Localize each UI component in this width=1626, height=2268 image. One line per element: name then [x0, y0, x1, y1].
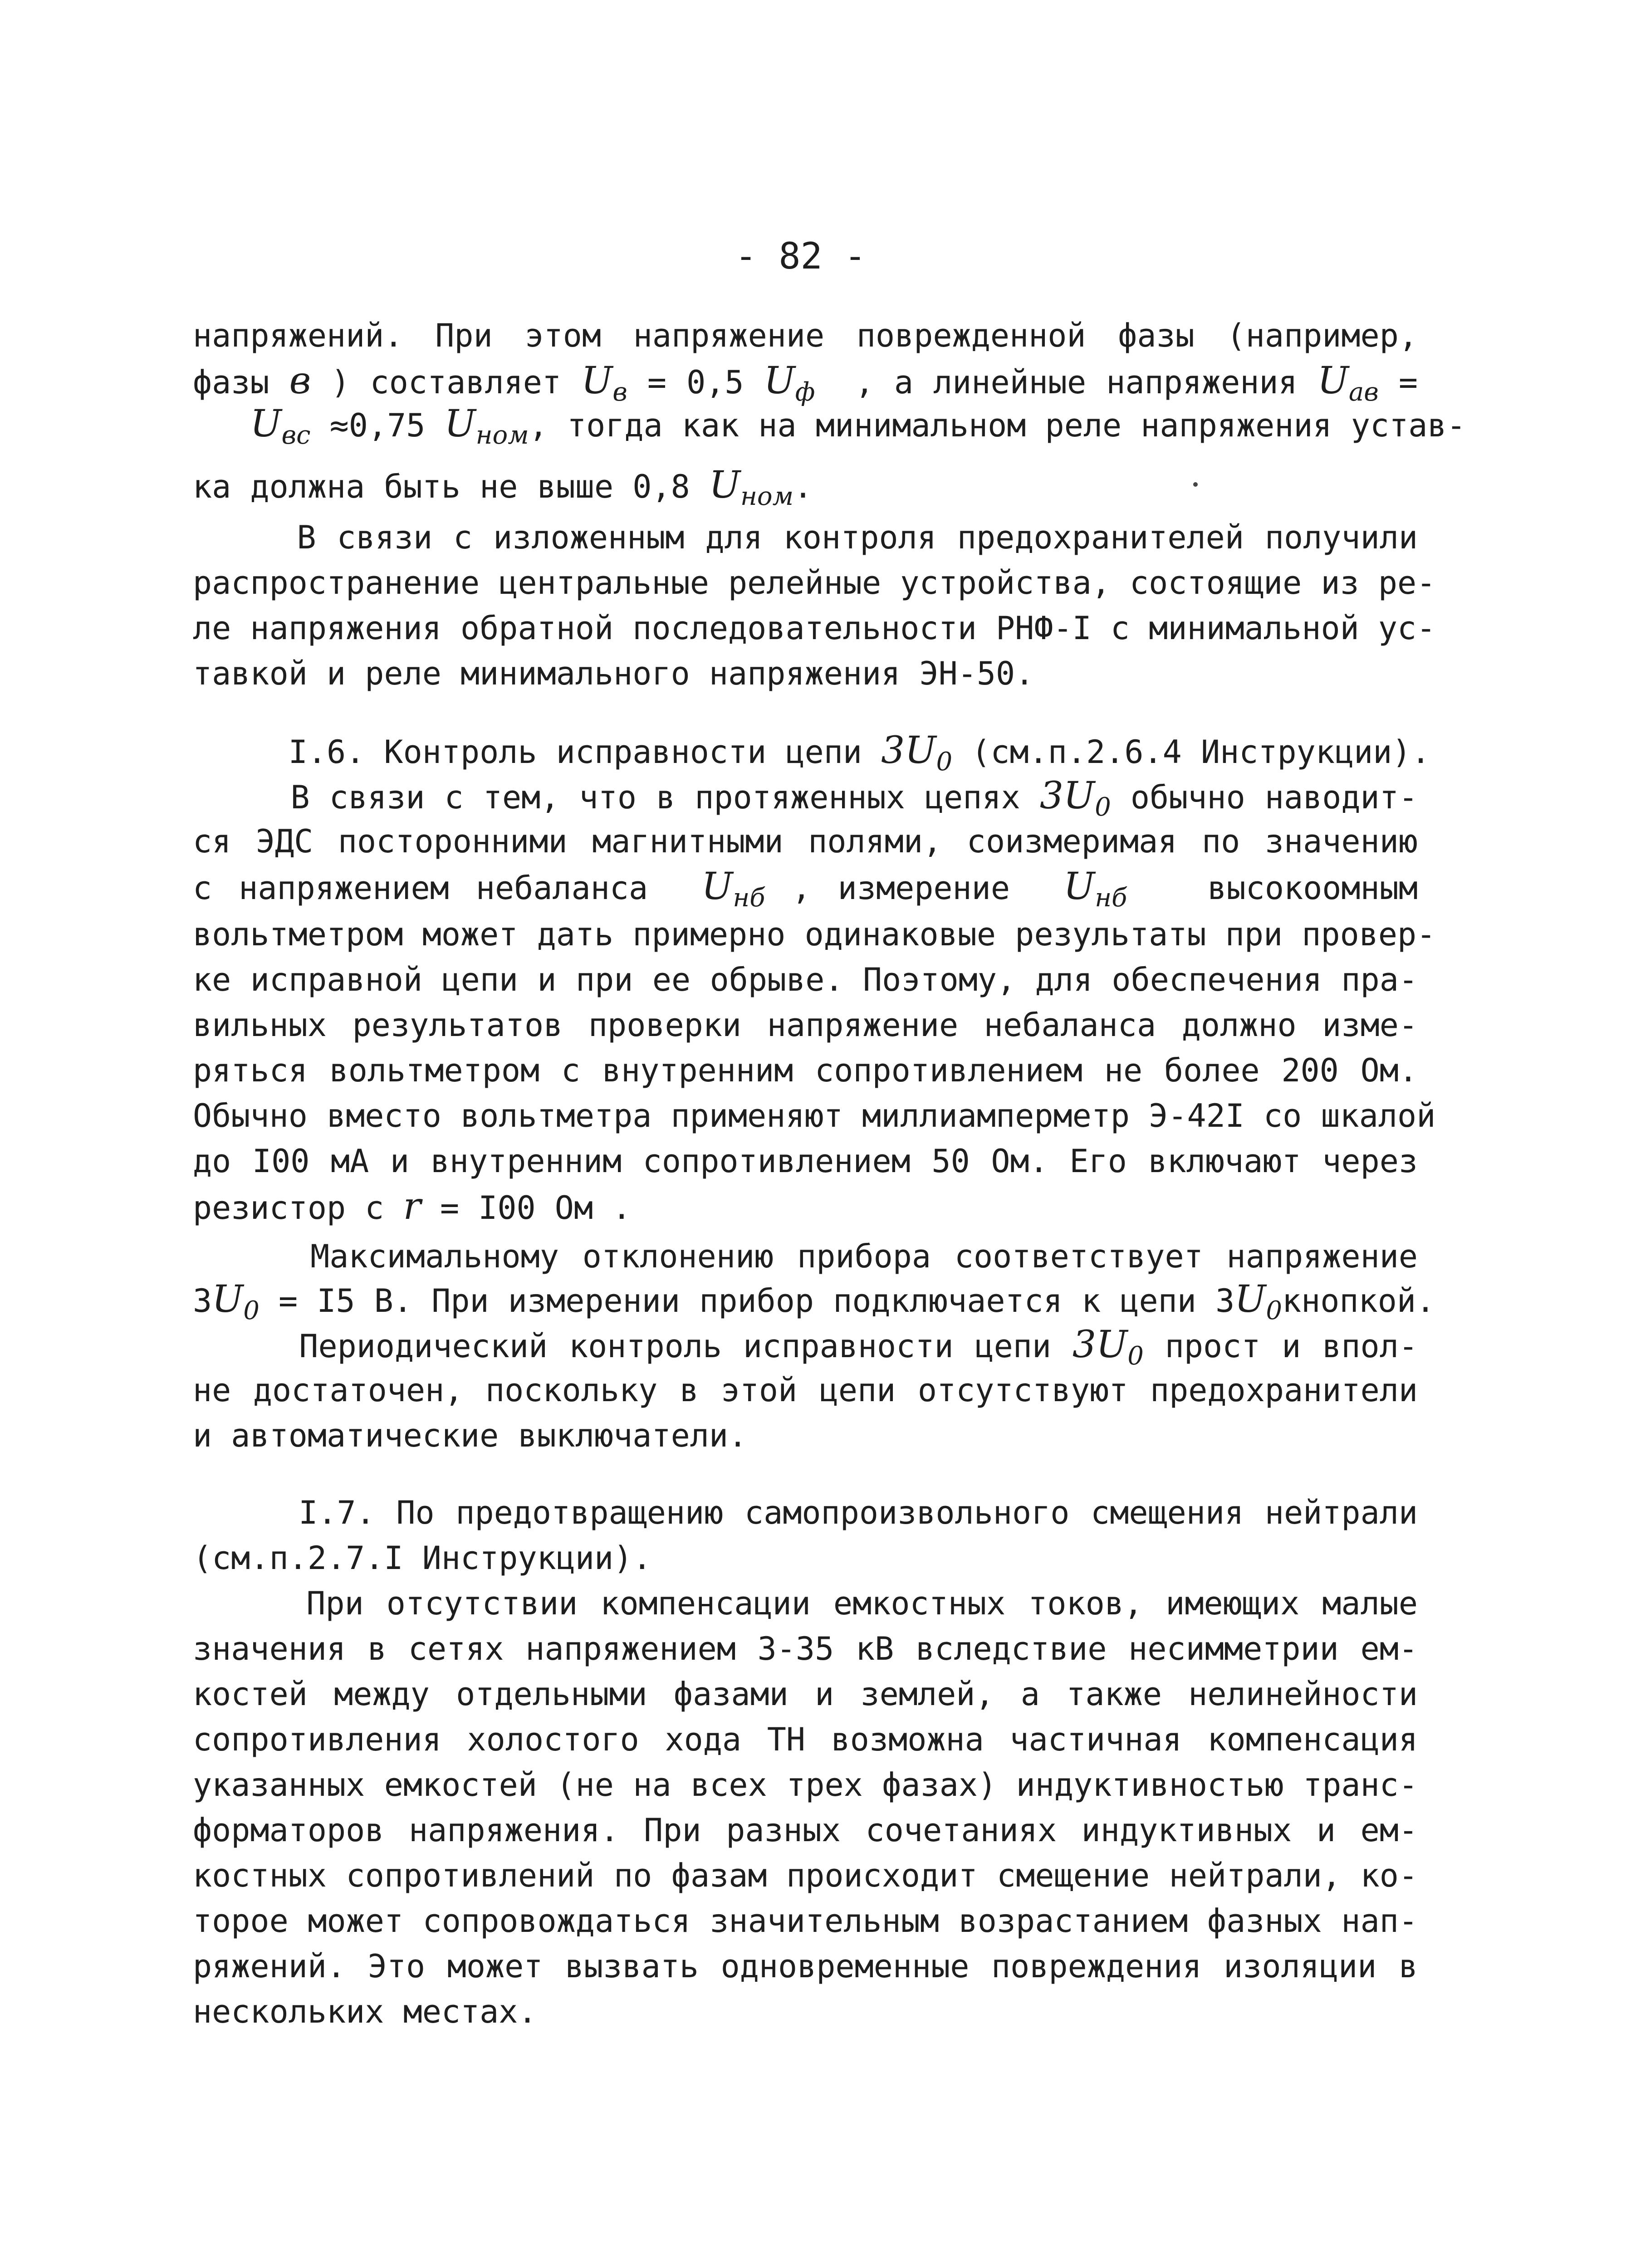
text-line [193, 1184, 631, 1231]
formula-symbol: 3U [1039, 774, 1095, 817]
text-line [193, 401, 1466, 450]
formula-symbol: 3U [1072, 1323, 1128, 1366]
formula-symbol: U [1063, 865, 1095, 908]
text-run: прост и впол- [1143, 1328, 1418, 1365]
text-line [193, 819, 1418, 864]
formula-subscript: 0 [243, 1296, 260, 1325]
text-line [193, 1234, 1418, 1279]
text-line [193, 773, 1418, 820]
text-line [193, 1093, 1436, 1139]
text-run: с напряжением небаланса [193, 870, 702, 907]
text-line [193, 313, 1418, 358]
formula-subscript: ав [1348, 377, 1379, 407]
text-run: (см.п.2.6.4 Инструкции). [952, 733, 1430, 771]
formula-symbol: 3U [881, 729, 936, 772]
text-run: фазы [193, 364, 289, 401]
text-run: 3 [193, 1282, 212, 1320]
text-run: тавкой и реле минимального напряжения ЭН-50. [193, 655, 1034, 692]
formula-symbol: U [444, 402, 476, 445]
page-number: - 82 - [735, 235, 866, 277]
text-line [193, 1277, 1435, 1325]
text-run: вильных результатов проверки напряжение небаланса должно изме- [193, 1007, 1418, 1044]
text-run: = I5 В. При измерении прибор подключается к цепи 3 [259, 1282, 1235, 1320]
text-run: обычно наводит- [1111, 779, 1418, 816]
text-run: ) составляет [311, 364, 582, 401]
formula-subscript: в [612, 377, 627, 407]
formula-subscript: вс [281, 420, 311, 450]
text-run: = [1378, 364, 1418, 401]
text-line [193, 1581, 1418, 1626]
text-run: ряжений. Это может вызвать одновременные повреждения изоляции в [193, 1948, 1418, 1985]
text-run: = I00 Ом . [421, 1189, 632, 1227]
text-line [193, 1898, 1418, 1944]
text-line [193, 1322, 1418, 1369]
text-run: не достаточен, поскольку в этой цепи отсутствуют предохранители [193, 1372, 1418, 1409]
formula-symbol: в [289, 359, 311, 402]
formula-subscript: ф [795, 377, 815, 407]
text-run: ≈0,75 [310, 407, 445, 444]
text-run: костей между отдельными фазами и землей, а также нелинейности [193, 1676, 1418, 1713]
formula-subscript: ном [475, 420, 529, 450]
text-line [193, 912, 1436, 957]
text-run: указанных емкостей (не на всех трех фазах) индуктивностью транс- [193, 1766, 1418, 1804]
text-run: торое может сопровождаться значительным возрастанием фазных нап- [193, 1902, 1418, 1940]
text-line [193, 1626, 1418, 1672]
text-line [193, 1535, 651, 1581]
formula-symbol: U [212, 1278, 244, 1321]
text-line [193, 358, 1418, 405]
text-line [193, 1490, 1418, 1535]
text-line [193, 463, 813, 509]
text-run: Обычно вместо вольтметра применяют миллиамперметр Э-42I со шкалой [193, 1097, 1436, 1134]
text-run: ле напряжения обратной последовательности РНФ-I с минимальной ус- [193, 610, 1436, 647]
text-run: В связи с изложенным для контроля предохранителей получили [193, 519, 1418, 556]
scan-speck [1193, 482, 1198, 487]
text-run: = 0,5 [627, 364, 764, 401]
text-line [193, 1368, 1418, 1413]
text-line [193, 957, 1418, 1002]
text-run: ке исправной цепи и при ее обрыве. Поэтому, для обеспечения пра- [193, 961, 1418, 998]
text-line [193, 1139, 1418, 1184]
text-run: I.6. Контроль исправности цепи [193, 733, 882, 771]
text-run: , а линейные напряжения [815, 364, 1317, 401]
formula-subscript: 0 [936, 747, 953, 777]
text-run: ка должна быть не выше 0,8 [193, 468, 709, 505]
formula-symbol: U [701, 865, 733, 908]
text-run: напряжений. При этом напряжение поврежденной фазы (например, [193, 317, 1418, 354]
text-line [193, 1853, 1418, 1898]
text-line [193, 651, 1034, 696]
formula-subscript: нб [1095, 883, 1127, 913]
text-run: высокоомным [1127, 870, 1418, 907]
text-run: , измерение [765, 870, 1064, 907]
formula-symbol: U [1234, 1278, 1266, 1321]
text-run: При отсутствии компенсации емкостных токов, имеющих малые [193, 1585, 1418, 1622]
text-run: костных сопротивлений по фазам происходит смещение нейтрали, ко- [193, 1857, 1418, 1894]
text-line [193, 1717, 1418, 1762]
text-run: В связи с тем, что в протяженных цепях [193, 779, 1040, 816]
text-run: ся ЭДС посторонними магнитными полями, соизмеримая по значению [193, 823, 1418, 860]
text-line [193, 1048, 1418, 1093]
formula-symbol: U [1317, 359, 1349, 402]
text-run: до I00 мА и внутренним сопротивлением 50 Ом. Его включают через [193, 1143, 1418, 1180]
text-line [193, 864, 1418, 911]
text-run: вольтметром может дать примерно одинаковые результаты при провер- [193, 916, 1436, 953]
text-run: Максимальному отклонению прибора соответствует напряжение [193, 1238, 1418, 1275]
text-run: ряться вольтметром с внутренним сопротивлением не более 200 Ом. [193, 1052, 1418, 1089]
text-run: нескольких местах. [193, 1993, 537, 2030]
formula-symbol: U [764, 359, 795, 402]
text-line [193, 560, 1436, 606]
text-line [193, 728, 1430, 777]
text-line [193, 1944, 1418, 1989]
text-line [193, 1413, 747, 1458]
text-line [193, 1762, 1418, 1808]
formula-subscript: 0 [1266, 1296, 1282, 1325]
text-run: и автоматические выключатели. [193, 1417, 748, 1454]
text-run: резистор с [193, 1189, 403, 1227]
formula-symbol: U [250, 402, 282, 445]
text-run: . [793, 468, 813, 505]
text-run: Периодический контроль исправности цепи [193, 1328, 1073, 1365]
text-line [193, 515, 1418, 560]
text-line [193, 1672, 1418, 1717]
formula-subscript: ном [740, 482, 794, 511]
formula-subscript: 0 [1095, 792, 1111, 822]
formula-symbol: U [709, 464, 740, 507]
text-run: , тогда как на минимальном реле напряжения устав- [529, 407, 1466, 444]
formula-symbol: r [403, 1185, 421, 1228]
text-run: форматоров напряжения. При разных сочетаниях индуктивных и ем- [193, 1812, 1418, 1849]
text-run: I.7. По предотвращению самопроизвольного смещения нейтрали [193, 1494, 1418, 1531]
text-run: значения в сетях напряжением 3-35 кВ вследствие несимметрии ем- [193, 1630, 1418, 1667]
text-run [193, 407, 250, 444]
formula-subscript: нб [733, 883, 765, 913]
text-line [193, 1808, 1418, 1853]
text-run: распространение центральные релейные устройства, состоящие из ре- [193, 564, 1436, 601]
text-line [193, 606, 1436, 651]
text-line [193, 1002, 1418, 1048]
text-run: (см.п.2.7.I Инструкции). [193, 1540, 652, 1577]
formula-symbol: U [581, 359, 613, 402]
text-run: сопротивления холостого хода ТН возможна частичная компенсация [193, 1721, 1418, 1758]
text-line [193, 1989, 537, 2034]
text-run: кнопкой. [1282, 1282, 1435, 1320]
formula-subscript: 0 [1127, 1341, 1144, 1371]
